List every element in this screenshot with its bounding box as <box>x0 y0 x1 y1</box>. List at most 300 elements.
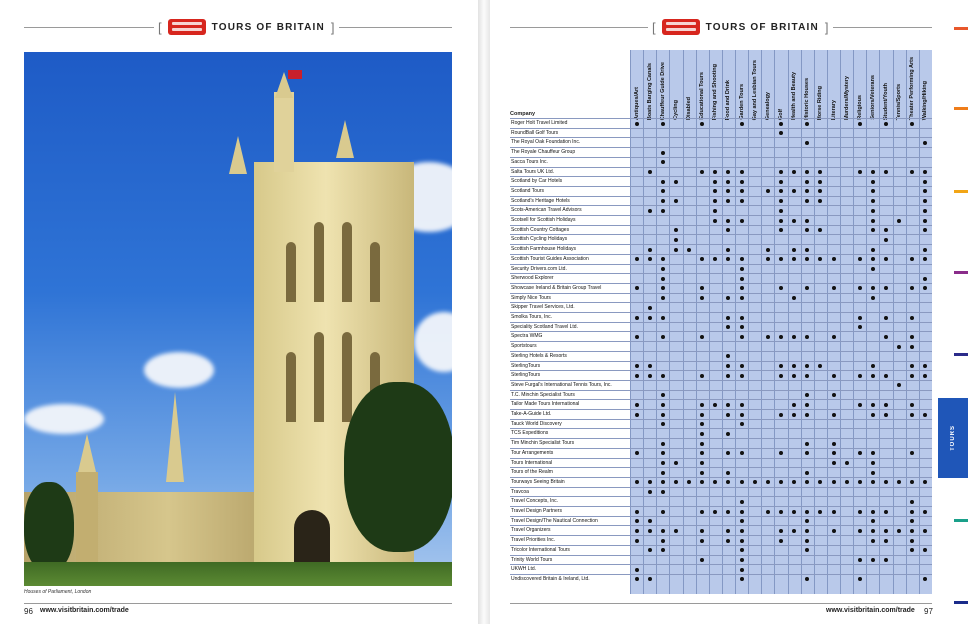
category-dot <box>740 189 744 193</box>
category-dot <box>805 529 809 533</box>
company-name: Skipper Travel Services, Ltd. <box>511 304 575 311</box>
category-dot <box>661 539 665 543</box>
category-dot <box>805 199 809 203</box>
category-dot <box>648 548 652 552</box>
category-dot <box>740 519 744 523</box>
company-name: Scottish Tourist Guides Association <box>511 255 589 262</box>
category-dot <box>700 480 704 484</box>
category-dot <box>897 219 901 223</box>
category-dot <box>740 286 744 290</box>
color-tab-mark <box>954 107 968 110</box>
category-dot <box>674 248 678 252</box>
category-dot <box>700 170 704 174</box>
company-name: Scotland's Heritage Hotels <box>511 197 570 204</box>
category-dot <box>805 413 809 417</box>
category-dot <box>740 180 744 184</box>
category-dot <box>871 558 875 562</box>
category-dot <box>884 228 888 232</box>
right-page <box>490 0 980 624</box>
page-gutter <box>478 0 490 624</box>
table-row <box>510 409 932 419</box>
category-dot <box>871 480 875 484</box>
category-dot <box>661 286 665 290</box>
category-dot <box>923 529 927 533</box>
category-dot <box>635 364 639 368</box>
category-dot <box>726 354 730 358</box>
category-dot <box>871 364 875 368</box>
category-dot <box>792 480 796 484</box>
category-dot <box>713 199 717 203</box>
category-dot <box>871 529 875 533</box>
category-dot <box>740 199 744 203</box>
category-dot <box>740 277 744 281</box>
page-header <box>648 17 833 37</box>
category-dot <box>884 413 888 417</box>
category-dot <box>740 257 744 261</box>
category-dot <box>923 189 927 193</box>
category-dot <box>832 335 836 339</box>
column-header <box>802 54 813 120</box>
table-row <box>510 535 932 545</box>
category-dot <box>832 393 836 397</box>
table-row <box>510 293 932 303</box>
category-dot <box>635 577 639 581</box>
category-dot <box>923 374 927 378</box>
company-name: Undiscovered Britain & Ireland, Ltd. <box>511 575 590 582</box>
category-dot <box>661 442 665 446</box>
column-header <box>684 54 695 120</box>
category-dot <box>661 393 665 397</box>
category-dot <box>884 403 888 407</box>
category-dot <box>726 432 730 436</box>
category-dot <box>635 413 639 417</box>
category-dot <box>832 286 836 290</box>
category-dot <box>713 209 717 213</box>
category-dot <box>674 199 678 203</box>
category-dot <box>740 122 744 126</box>
table-row <box>510 555 932 565</box>
category-dot <box>923 548 927 552</box>
category-dot <box>910 257 914 261</box>
table-row <box>510 302 932 312</box>
category-dot <box>740 451 744 455</box>
company-name: SterlingTours <box>511 362 541 369</box>
category-dot <box>661 529 665 533</box>
category-dot <box>648 374 652 378</box>
column-header <box>736 54 747 120</box>
category-dot <box>923 286 927 290</box>
column-header-label: Gay and Lesbian Tours <box>751 59 758 120</box>
company-name: Travcoa <box>511 488 529 495</box>
category-dot <box>805 442 809 446</box>
category-dot <box>832 451 836 455</box>
category-dot <box>661 160 665 164</box>
category-dot <box>858 403 862 407</box>
table-row <box>510 331 932 341</box>
category-dot <box>923 577 927 581</box>
category-dot <box>792 413 796 417</box>
category-dot <box>910 480 914 484</box>
table-row <box>510 157 932 167</box>
category-dot <box>923 141 927 145</box>
category-dot <box>726 228 730 232</box>
category-dot <box>923 248 927 252</box>
category-dot <box>740 413 744 417</box>
category-dot <box>923 219 927 223</box>
company-name: Smolka Tours, Inc. <box>511 314 553 320</box>
category-dot <box>805 393 809 397</box>
category-dot <box>871 510 875 514</box>
color-tab-mark <box>954 519 968 522</box>
category-dot <box>726 316 730 320</box>
table-row <box>510 128 932 138</box>
company-name: Scottish Cycling Holidays <box>511 236 568 243</box>
category-dot <box>661 451 665 455</box>
category-dot <box>910 529 914 533</box>
category-dot <box>740 568 744 572</box>
column-header-label: Walking/Hiking <box>922 80 929 120</box>
category-dot <box>871 189 875 193</box>
category-dot <box>648 490 652 494</box>
category-dot <box>884 529 888 533</box>
table-row <box>510 487 932 497</box>
category-dot <box>805 170 809 174</box>
category-dot <box>818 180 822 184</box>
company-name: Scotland Tours <box>511 187 544 194</box>
category-dot <box>805 548 809 552</box>
category-dot <box>700 403 704 407</box>
category-dot <box>713 189 717 193</box>
category-dot <box>910 170 914 174</box>
color-tab-mark <box>954 601 968 604</box>
category-dot <box>674 529 678 533</box>
table-row <box>510 351 932 361</box>
color-tab-mark <box>954 353 968 356</box>
category-dot <box>661 296 665 300</box>
column-header-label: Literary <box>830 99 837 120</box>
category-dot <box>805 374 809 378</box>
category-dot <box>910 286 914 290</box>
category-dot <box>740 480 744 484</box>
category-dot <box>897 480 901 484</box>
category-dot <box>661 189 665 193</box>
table-row <box>510 341 932 351</box>
footer-rule-left <box>24 603 452 604</box>
table-row <box>510 448 932 458</box>
table-row <box>510 264 932 274</box>
category-dot <box>871 199 875 203</box>
column-header <box>907 54 918 120</box>
category-dot <box>805 189 809 193</box>
tours-tab-label: TOURS <box>950 425 956 451</box>
category-dot <box>871 413 875 417</box>
category-dot <box>910 316 914 320</box>
company-name: Sacca Tours Inc. <box>511 158 548 165</box>
category-dot <box>726 257 730 261</box>
category-dot <box>818 364 822 368</box>
table-row <box>510 477 932 487</box>
company-name: The Royal Oak Foundation Inc. <box>511 139 581 146</box>
table-row <box>510 186 932 196</box>
column-header <box>697 54 708 120</box>
category-dot <box>923 480 927 484</box>
category-dot <box>648 519 652 523</box>
category-dot <box>897 383 901 387</box>
category-dot <box>713 480 717 484</box>
company-name: Sherwood Explorer <box>511 275 554 282</box>
company-name: Sportstours <box>511 343 537 350</box>
category-dot <box>779 451 783 455</box>
column-header <box>670 54 681 120</box>
category-dot <box>779 257 783 261</box>
category-dot <box>845 480 849 484</box>
category-dot <box>779 539 783 543</box>
column-header <box>854 54 865 120</box>
header-bracket: ] <box>330 19 335 35</box>
category-dot <box>871 286 875 290</box>
category-dot <box>858 480 862 484</box>
category-dot <box>832 480 836 484</box>
category-dot <box>792 403 796 407</box>
category-dot <box>923 257 927 261</box>
table-row <box>510 254 932 264</box>
category-dot <box>740 558 744 562</box>
column-header <box>867 54 878 120</box>
bus-icon <box>168 19 206 35</box>
company-name: Scots-American Travel Advisors <box>511 207 582 214</box>
column-header <box>894 54 905 120</box>
color-tab-mark <box>954 190 968 193</box>
category-dot <box>726 180 730 184</box>
column-header-label: Tennis/Sports <box>896 83 903 120</box>
category-dot <box>779 510 783 514</box>
category-dot <box>726 374 730 378</box>
company-name: Travel Priorities Inc. <box>511 537 555 544</box>
category-dot <box>884 558 888 562</box>
color-tab-mark <box>954 271 968 274</box>
category-dot <box>661 151 665 155</box>
table-row <box>510 312 932 322</box>
footer-url[interactable]: www.visitbritain.com/trade <box>40 607 129 614</box>
column-header-label: Student/Youth <box>883 82 890 120</box>
category-dot <box>805 228 809 232</box>
company-name: Travel Concepts, Inc. <box>511 498 559 505</box>
category-dot <box>661 316 665 320</box>
category-dot <box>910 403 914 407</box>
category-dot <box>740 325 744 329</box>
category-dot <box>740 170 744 174</box>
left-page <box>0 0 478 624</box>
category-dot <box>923 180 927 184</box>
company-name: Scotsell for Scottish Holidays <box>511 217 576 223</box>
category-dot <box>792 510 796 514</box>
table-row <box>510 516 932 526</box>
column-header <box>776 54 787 120</box>
category-dot <box>740 422 744 426</box>
category-dot <box>792 296 796 300</box>
tours-tab[interactable] <box>938 398 968 478</box>
column-header <box>723 54 734 120</box>
company-name: UKWH Ltd. <box>511 566 537 573</box>
table-row <box>510 390 932 400</box>
column-header <box>710 54 721 120</box>
category-dot <box>871 209 875 213</box>
flag-icon <box>288 70 302 79</box>
table-row <box>510 283 932 293</box>
category-dot <box>661 413 665 417</box>
column-header <box>881 54 892 120</box>
company-name: Tour Arrangements <box>511 449 554 456</box>
company-name: Tim Minchin Specialist Tours <box>511 440 575 447</box>
category-dot <box>661 480 665 484</box>
category-dot <box>661 199 665 203</box>
category-dot <box>635 316 639 320</box>
column-header-label: Horse Riding <box>817 85 824 120</box>
company-name: Tourways Seeing Britain <box>511 478 565 485</box>
category-dot <box>910 519 914 523</box>
category-dot <box>910 539 914 543</box>
category-dot <box>818 199 822 203</box>
category-dot <box>648 480 652 484</box>
category-dot <box>910 500 914 504</box>
company-name: Sterling Hotels & Resorts <box>511 352 567 359</box>
category-dot <box>635 510 639 514</box>
category-dot <box>805 519 809 523</box>
column-header-label: Religious <box>856 95 863 120</box>
category-dot <box>871 219 875 223</box>
table-row <box>510 428 932 438</box>
category-dot <box>700 374 704 378</box>
company-name: Tricolor International Tours <box>511 546 570 553</box>
table-row <box>510 361 932 371</box>
category-dot <box>858 316 862 320</box>
category-dot <box>871 403 875 407</box>
category-dot <box>713 219 717 223</box>
category-dot <box>792 374 796 378</box>
company-name: Travel Organizers <box>511 527 551 534</box>
company-name: Roger Holt Travel Limited <box>511 120 568 126</box>
category-dot <box>726 189 730 193</box>
category-dot <box>779 219 783 223</box>
category-dot <box>792 257 796 261</box>
category-dot <box>674 238 678 242</box>
category-dot <box>726 364 730 368</box>
category-dot <box>845 461 849 465</box>
company-column-header: Company <box>510 111 536 117</box>
category-dot <box>805 471 809 475</box>
category-dot <box>884 238 888 242</box>
category-dot <box>779 374 783 378</box>
footer-url[interactable]: www.visitbritain.com/trade <box>826 607 915 614</box>
column-header-label: Historic Houses <box>804 78 811 120</box>
category-dot <box>726 480 730 484</box>
category-dot <box>661 267 665 271</box>
category-dot <box>832 461 836 465</box>
category-dot <box>805 122 809 126</box>
category-dot <box>700 510 704 514</box>
category-dot <box>648 209 652 213</box>
category-dot <box>871 539 875 543</box>
category-dot <box>726 219 730 223</box>
category-dot <box>766 257 770 261</box>
header-bracket: [ <box>158 19 162 35</box>
category-dot <box>910 335 914 339</box>
category-dot <box>818 257 822 261</box>
table-row <box>510 506 932 516</box>
company-name: Scottish Farmhouse Holidays <box>511 246 577 253</box>
header-bracket: ] <box>824 19 829 35</box>
category-dot <box>674 461 678 465</box>
category-dot <box>897 345 901 349</box>
column-header <box>762 54 773 120</box>
table-row <box>510 215 932 225</box>
category-dot <box>779 228 783 232</box>
table-row <box>510 545 932 555</box>
table-row <box>510 196 932 206</box>
category-dot <box>858 451 862 455</box>
category-dot <box>713 510 717 514</box>
company-name: Steve Furgal's International Tennis Tours, Inc. <box>511 381 612 388</box>
category-dot <box>884 122 888 126</box>
category-dot <box>779 170 783 174</box>
category-dot <box>779 122 783 126</box>
parliament-photo <box>24 52 452 586</box>
category-dot <box>713 180 717 184</box>
column-header-label: Theater Performing Arts <box>909 56 916 120</box>
category-dot <box>871 451 875 455</box>
column-header <box>920 54 931 120</box>
category-dot <box>805 451 809 455</box>
category-dot <box>792 189 796 193</box>
category-dot <box>792 219 796 223</box>
category-dot <box>726 451 730 455</box>
category-dot <box>805 180 809 184</box>
category-dot <box>740 364 744 368</box>
category-dot <box>700 529 704 533</box>
category-dot <box>661 403 665 407</box>
category-dot <box>635 257 639 261</box>
category-dot <box>805 141 809 145</box>
page-number: 96 <box>24 607 33 616</box>
category-dot <box>635 335 639 339</box>
category-dot <box>858 510 862 514</box>
company-name: Trinity World Tours <box>511 556 553 563</box>
category-dot <box>661 122 665 126</box>
category-dot <box>792 335 796 339</box>
category-dot <box>871 170 875 174</box>
column-header <box>631 54 642 120</box>
company-name: The Royale Chauffeur Group <box>511 149 576 156</box>
category-dot <box>910 548 914 552</box>
category-dot <box>871 519 875 523</box>
category-dot <box>884 316 888 320</box>
column-header <box>749 54 760 120</box>
category-dot <box>805 577 809 581</box>
category-dot <box>858 374 862 378</box>
category-dot <box>779 413 783 417</box>
company-name: Scotland by Car Hotels <box>511 178 563 185</box>
category-dot <box>871 267 875 271</box>
category-dot <box>687 248 691 252</box>
category-dot <box>805 403 809 407</box>
category-dot <box>766 510 770 514</box>
column-header-label: Health and Beauty <box>791 72 798 120</box>
column-header <box>841 54 852 120</box>
table-row <box>510 234 932 244</box>
category-dot <box>726 199 730 203</box>
category-dot <box>884 257 888 261</box>
header-bracket: [ <box>652 19 656 35</box>
